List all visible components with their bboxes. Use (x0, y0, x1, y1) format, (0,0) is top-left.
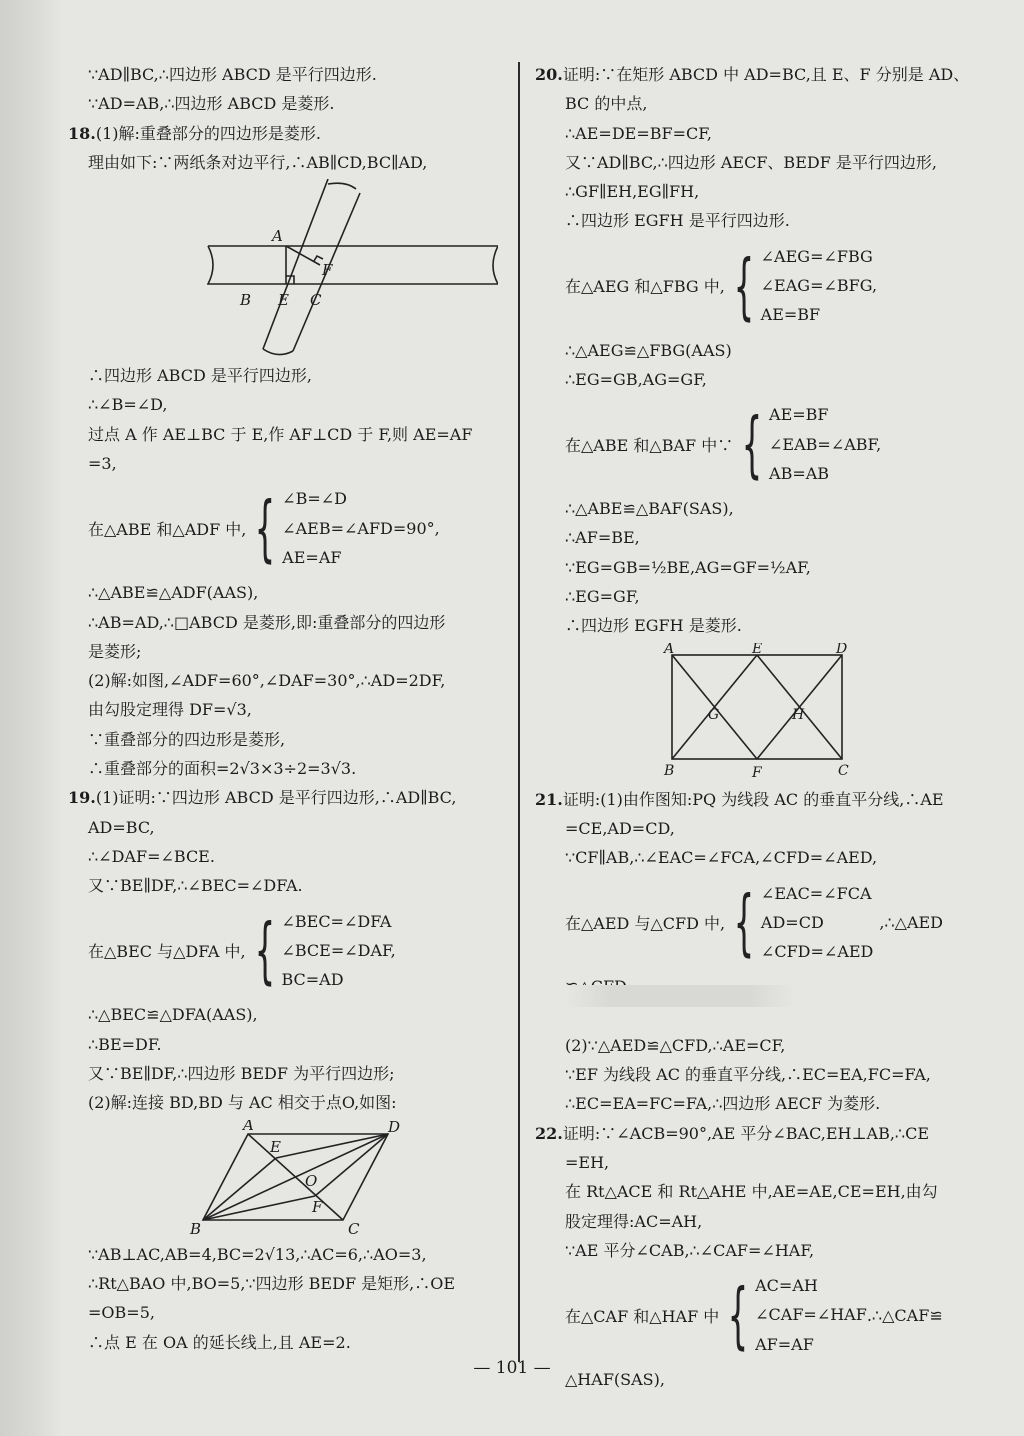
system-line: AB=AB (769, 463, 830, 483)
fig-label: D (836, 642, 848, 657)
text-line: ∴AB=AD,∴□ABCD 是菱形,即:重叠部分的四边形 (88, 612, 446, 632)
text-line: ∴△ABE≌△ADF(AAS), (88, 583, 259, 603)
fig-label: B (664, 762, 675, 779)
text-line: 在△BEC 与△DFA 中, (88, 941, 246, 961)
fig-label: C (310, 291, 322, 310)
text-line: =OB=5, (88, 1303, 155, 1323)
question-number: 19. (68, 788, 96, 808)
fig-label: O (305, 1171, 318, 1190)
text-line: BC 的中点, (565, 94, 648, 114)
brace-icon: { (254, 486, 276, 571)
question-19 (68, 783, 508, 812)
right-column (535, 60, 980, 1394)
text-line: 由勾股定理得 DF=√3, (88, 700, 252, 720)
text-line: ∴Rt△BAO 中,BO=5,∵四边形 BEDF 是矩形,∴OE (88, 1273, 456, 1293)
text-line: ∵AD∥BC,∴四边形 ABCD 是平行四边形. (88, 65, 377, 84)
text-line: (1)证明:∵四边形 ABCD 是平行四边形,∴AD∥BC, (95, 788, 457, 808)
text-line: 过点 A 作 AE⊥BC 于 E,作 AF⊥CD 于 F,则 AE=AF (88, 424, 473, 444)
fig-label: G (708, 706, 720, 723)
text-line: ∴重叠部分的面积=2√3×3÷2=3√3. (88, 759, 357, 779)
figure-19-parallelogram (188, 1120, 448, 1238)
equation-system (535, 400, 980, 488)
question-number: 21. (535, 789, 563, 809)
left-column (68, 60, 508, 1357)
system-line: AE=BF (769, 405, 829, 425)
brace-icon: { (254, 908, 275, 993)
text-line: ∴GF∥EH,EG∥FH, (565, 182, 700, 202)
text-line: 在 Rt△ACE 和 Rt△AHE 中,AE=AE,CE=EH,由勾 (565, 1182, 938, 1202)
fig-label: B (240, 291, 252, 310)
text-line: 又∵BE∥DF,∴∠BEC=∠DFA. (88, 876, 303, 896)
fig-label: D (388, 1119, 401, 1136)
text-line: ∵重叠部分的四边形是菱形, (88, 729, 286, 749)
brace-icon: { (741, 402, 763, 487)
text-line: AD=BC, (88, 817, 155, 837)
fig-label: C (348, 1219, 360, 1238)
text-line: 在△AEG 和△FBG 中, (565, 277, 725, 297)
text-line: 在△ABE 和△ADF 中, (88, 519, 247, 539)
text-line: ∴∠B=∠D, (88, 395, 168, 415)
text-line: ∴AE=DE=BF=CF, (565, 123, 712, 143)
text-line: ∴EG=GF, (565, 587, 640, 607)
fig-label: F (322, 261, 333, 280)
text-line: ∴四边形 ABCD 是平行四边形, (88, 366, 312, 386)
fig-label: E (278, 291, 289, 310)
text-line: ∴△BEC≌△DFA(AAS), (88, 1005, 258, 1025)
system-line: ∠EAC=∠FCA (760, 883, 872, 903)
text-line: △HAF(SAS), (565, 1369, 665, 1389)
text-line: 理由如下:∵两纸条对边平行,∴AB∥CD,BC∥AD, (88, 152, 428, 172)
column-divider (518, 62, 520, 1362)
equation-system (88, 484, 508, 572)
text-line: ∵AE 平分∠CAB,∴∠CAF=∠HAF, (565, 1240, 815, 1260)
system-line: ∠EAB=∠ABF, (769, 434, 882, 454)
fig-label: E (270, 1137, 281, 1156)
equation-system (535, 242, 980, 330)
text-line: 在△AED 与△CFD 中, (565, 913, 726, 933)
text-line: 在△ABE 和△BAF 中∵ (565, 435, 734, 455)
text-line: 是菱形; (88, 641, 142, 661)
system-line: AD=CD (760, 912, 824, 932)
fig-label: A (664, 642, 675, 657)
figure-20-rectangle (660, 643, 880, 783)
text-line: 股定理得:AC=AH, (565, 1211, 703, 1231)
brace-icon: { (733, 880, 755, 965)
system-line: ∠BCE=∠DAF, (281, 940, 396, 960)
fig-label: A (272, 227, 283, 246)
figure-18-paper-strips (198, 179, 498, 359)
question-20 (535, 60, 980, 89)
text-line: 在△CAF 和△HAF 中 (565, 1306, 720, 1326)
fig-label: F (312, 1197, 323, 1216)
text-line: 又∵AD∥BC,∴四边形 AECF、BEDF 是平行四边形, (565, 152, 937, 172)
system-line: BC=AD (281, 970, 344, 990)
system-line: ∠BEC=∠DFA (281, 911, 392, 931)
fig-label: H (792, 706, 805, 723)
question-22 (535, 1119, 980, 1148)
text-line: ∴四边形 EGFH 是平行四边形. (565, 211, 790, 231)
brace-icon: { (727, 1273, 749, 1358)
text-line: ∴△ABE≌△BAF(SAS), (565, 499, 734, 519)
text-line: ∴点 E 在 OA 的延长线上,且 AE=2. (88, 1332, 351, 1352)
question-18 (68, 119, 508, 148)
text-line: 又∵BE∥DF,∴四边形 BEDF 为平行四边形; (88, 1064, 395, 1084)
text-line: =CE,AD=CD, (565, 818, 675, 838)
text-line: ∴四边形 EGFH 是菱形. (565, 616, 742, 636)
text-line: ∴△AEG≌△FBG(AAS) (565, 340, 732, 360)
text-line: ∵EF 为线段 AC 的垂直平分线,∴EC=EA,FC=FA, (565, 1065, 931, 1085)
fig-label: A (243, 1119, 254, 1134)
system-line: AC=AH (755, 1276, 818, 1296)
fig-label: E (752, 642, 763, 657)
equation-system (88, 907, 508, 995)
text-line: (2)∵△AED≌△CFD,∴AE=CF, (565, 1035, 786, 1055)
text-line: ∴AF=BE, (565, 528, 640, 548)
text-line: 证明:∵∠ACB=90°,AE 平分∠BAC,EH⊥AB,∴CE (562, 1123, 930, 1143)
system-line: AF=AF (755, 1334, 814, 1354)
system-line: ∠B=∠D (282, 489, 347, 509)
text-line: 证明:(1)由作图知:PQ 为线段 AC 的垂直平分线,∴AE (562, 789, 944, 809)
system-line: AE=BF (760, 305, 821, 325)
system-line: ∠AEB=∠AFD=90°, (282, 518, 440, 538)
fig-label: B (190, 1219, 202, 1238)
text-line: ,∴△AED (879, 912, 944, 932)
text-line: ∵EG=GB=½BE,AG=GF=½AF, (565, 557, 811, 577)
system-line: ∠CAF=∠HAF (755, 1305, 867, 1325)
text-line: (2)解:连接 BD,BD 与 AC 相交于点O,如图: (88, 1093, 397, 1113)
text-line: ∴∠DAF=∠BCE. (88, 846, 215, 866)
system-line: ∠CFD=∠AED (760, 942, 874, 962)
text-line: =EH, (565, 1152, 610, 1172)
fig-label: F (752, 764, 762, 781)
text-line: (2)解:如图,∠ADF=60°,∠DAF=30°,∴AD=2DF, (88, 671, 446, 691)
text-line: 证明:∵在矩形 ABCD 中 AD=BC,且 E、F 分别是 AD、 (562, 65, 970, 84)
question-number: 20. (535, 65, 563, 84)
text-line: .∴△CAF≌ (866, 1305, 943, 1325)
erased-smudge (565, 985, 795, 1007)
equation-system (535, 879, 980, 967)
text-line: ∵AD=AB,∴四边形 ABCD 是菱形. (88, 94, 335, 114)
brace-icon: { (733, 243, 755, 328)
text-line: ∵CF∥AB,∴∠EAC=∠FCA,∠CFD=∠AED, (565, 848, 878, 868)
fig-label: C (838, 762, 849, 779)
text-line: ∵AB⊥AC,AB=4,BC=2√13,∴AC=6,∴AO=3, (88, 1244, 427, 1264)
text-line: =3, (88, 454, 117, 474)
system-line: ∠EAG=∠BFG, (760, 276, 878, 296)
text-line: ∴BE=DF. (88, 1034, 162, 1054)
text-line: (1)解:重叠部分的四边形是菱形. (95, 123, 321, 143)
text-line: ∴EG=GB,AG=GF, (565, 369, 707, 389)
equation-system (535, 1271, 980, 1359)
question-number: 18. (68, 123, 96, 143)
system-line: AE=AF (282, 547, 342, 567)
system-line: ∠AEG=∠FBG (760, 246, 873, 266)
text-line: ∴EC=EA=FC=FA,∴四边形 AECF 为菱形. (565, 1094, 881, 1114)
question-number: 22. (535, 1123, 563, 1143)
page-binding-shadow (0, 0, 62, 1436)
page-number: — 101 — (473, 1358, 551, 1378)
question-21 (535, 785, 980, 814)
